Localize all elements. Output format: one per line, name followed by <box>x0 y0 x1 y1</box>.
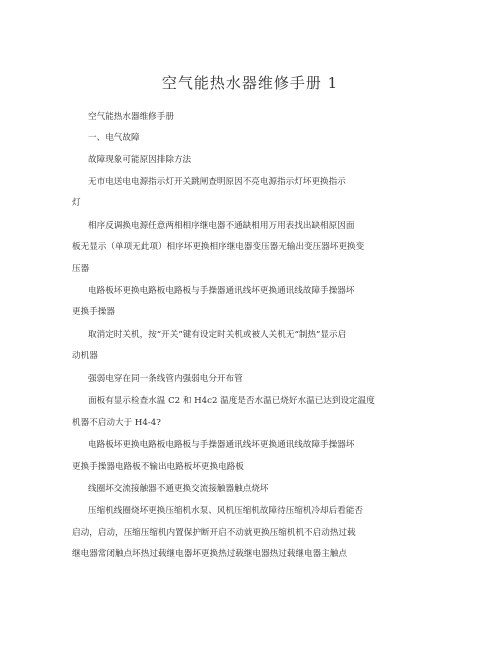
text-line: 更换手操器电路板不输出电路板坏更换电路板 <box>72 462 244 472</box>
text-line: 更换手操器 <box>72 307 115 317</box>
text-line: 线圈坏交流接触器不通更换交流接触器触点烧坏 <box>88 484 269 494</box>
text-line: 动机器 <box>72 351 98 361</box>
text-line: 故障现象可能原因排除方法 <box>88 155 192 165</box>
document-title: 空气能热水器维修手册 1 <box>161 74 339 92</box>
text-line: 继电器常闭触点坏热过载继电器坏更换热过载继电器热过载继电器主触点 <box>72 549 348 559</box>
text-line: 压器 <box>72 264 90 274</box>
text-line: 无市电送电电源指示灯开关跳闸查明原因不亮电源指示灯坏更换指示 <box>88 177 346 187</box>
text-line: 板无显示（单项无此项）相序坏更换相序继电器变压器无输出变压器坏更换变 <box>72 242 365 252</box>
text-line: 电路板坏更换电路板电路板与手操器通讯线坏更换通讯线故障手操器坏 <box>88 440 355 450</box>
text-line: 电路板坏更换电路板电路板与手操器通讯线坏更换通讯线故障手操器坏 <box>88 286 355 296</box>
text-line: 启动，启动，压缩压缩机内置保护断开启不动就更换压缩机机不启动热过载 <box>72 528 356 538</box>
text-line: 取消定时关机，按“开关”键有设定时关机或被人关机无“制热”显示启 <box>88 330 347 340</box>
text-line: 灯 <box>72 198 81 208</box>
text-line: 强弱电穿在同一条线管内强弱电分开布管 <box>88 374 243 384</box>
text-line: 压缩机线圈烧坏更换压缩机水泵、风机压缩机故障待压缩机冷却后看能否 <box>88 506 364 516</box>
text-line: 相序反调换电源任意两相相序继电器不通缺相用万用表找出缺相原因面 <box>88 221 355 231</box>
text-line: 机器不启动大于 H4-4? <box>72 418 161 428</box>
text-line: 空气能热水器维修手册 <box>88 112 174 122</box>
text-line: 面板有显示检查水温 C2 和 H4c2 温度是否水温已烧好水温已达到设定温度 <box>88 396 375 406</box>
text-line: 一、电气故障 <box>88 133 140 143</box>
